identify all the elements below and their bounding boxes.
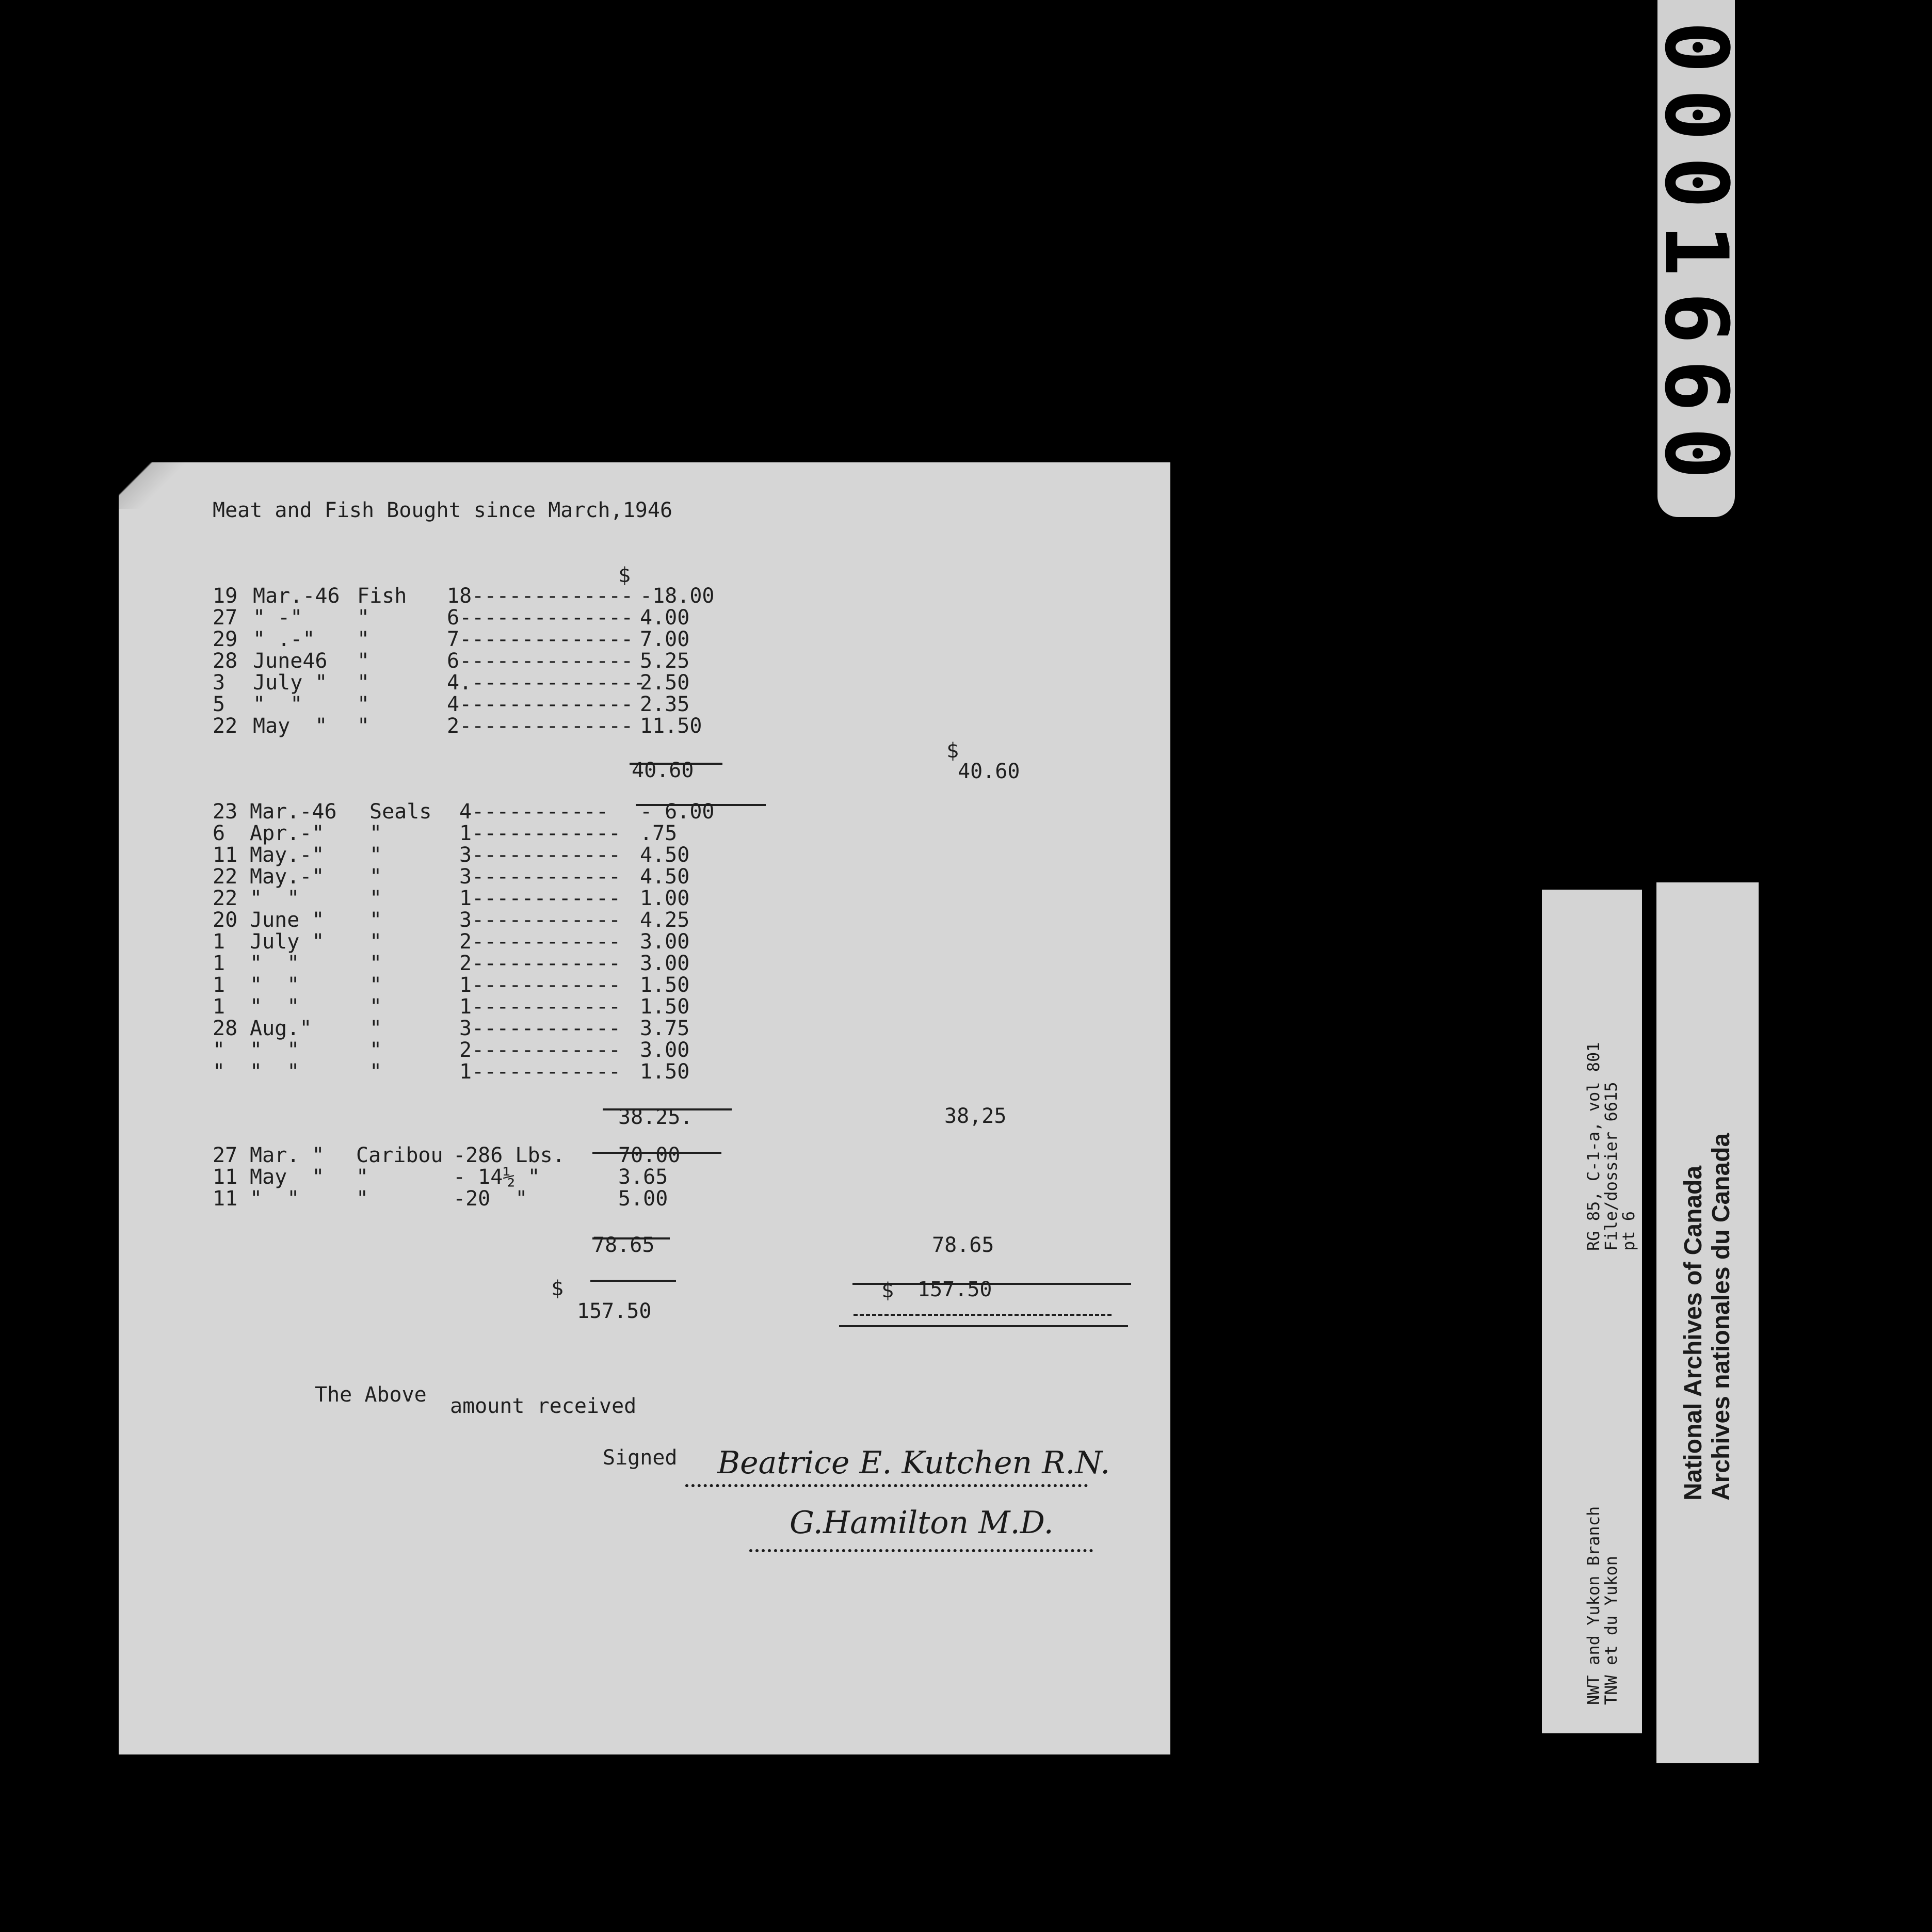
ledger-amount: 70.00 — [618, 1144, 681, 1167]
ledger-item: " — [369, 1017, 382, 1040]
ledger-month: July " — [250, 930, 325, 954]
branch-line-2: TNW et du Yukon — [1601, 1556, 1621, 1705]
ledger-date: 5 — [213, 693, 226, 716]
ledger-item: " — [369, 822, 382, 845]
ledger-amount: 1.50 — [640, 995, 690, 1019]
ledger-item: " — [357, 627, 370, 651]
ledger-item: " — [356, 1187, 369, 1211]
underline — [590, 1280, 676, 1282]
ledger-amount: 3.75 — [640, 1017, 690, 1040]
ledger-amount: 4.25 — [640, 908, 690, 932]
ledger-qty: 3------------ — [459, 865, 621, 889]
caribou-subtotal: 78.65 — [592, 1233, 655, 1257]
ledger-month: " " — [250, 952, 300, 975]
ledger-qty: 1------------ — [459, 995, 621, 1019]
ledger-qty: -286 Lbs. — [453, 1144, 565, 1167]
ledger-item: " — [357, 714, 370, 738]
ledger-date: 11 — [213, 1165, 238, 1189]
fish-carried-total: 40.60 — [958, 760, 1020, 783]
signature-doctor: G.Hamilton M.D. — [790, 1505, 1054, 1541]
document-title: Meat and Fish Bought since March,1946 — [213, 498, 673, 522]
ledger-amount: 1.00 — [640, 887, 690, 910]
ledger-item: " — [357, 606, 370, 630]
ledger-month: Mar. " — [250, 1144, 325, 1167]
signature-nurse: Beatrice E. Kutchen R.N. — [717, 1445, 1110, 1481]
ledger-month: " " — [250, 1187, 300, 1211]
dollar-sign: $ — [618, 564, 631, 587]
grand-total-left: 157.50 — [577, 1299, 652, 1323]
ledger-qty: 1------------ — [459, 822, 621, 845]
ledger-qty: 4----------- — [459, 800, 608, 824]
ledger-date: 11 — [213, 1187, 238, 1211]
archive-reference-label — [1542, 890, 1642, 1733]
ledger-date: 29 — [213, 627, 238, 651]
ledger-qty: 2------------ — [459, 930, 621, 954]
ledger-date: 22 — [213, 865, 238, 889]
ledger-date: 6 — [213, 822, 226, 845]
ledger-month: " " — [253, 693, 303, 716]
ledger-date: 19 — [213, 584, 238, 608]
ledger-month: Aug." — [250, 1017, 312, 1040]
ledger-qty: 6-------------- — [447, 649, 634, 673]
document-page — [119, 462, 1170, 1754]
double-rule — [839, 1325, 1128, 1327]
ledger-item: " — [369, 887, 382, 910]
receipt-text-a: The Above — [315, 1383, 427, 1407]
seals-subtotal: 38.25. — [618, 1105, 693, 1129]
ledger-qty: -20 " — [453, 1187, 528, 1211]
receipt-text-b: amount received — [450, 1394, 637, 1418]
ledger-amount: 11.50 — [640, 714, 702, 738]
seals-carried-total: 38,25 — [944, 1104, 1007, 1128]
ledger-qty: 1------------ — [459, 973, 621, 997]
ledger-month: May.-" — [250, 865, 325, 889]
ledger-item: " — [369, 908, 382, 932]
ledger-month: May.-" — [250, 843, 325, 867]
ledger-item: Fish — [357, 584, 407, 608]
ledger-date: 1 — [213, 995, 226, 1019]
ledger-month: May " — [250, 1165, 325, 1189]
ledger-month: May " — [253, 714, 328, 738]
dollar-sign: $ — [946, 739, 959, 763]
ledger-item: Seals — [369, 800, 432, 824]
ledger-date: 28 — [213, 1017, 238, 1040]
ledger-item: " — [357, 693, 370, 716]
reference-line-2: File/dossier 6615 — [1601, 1082, 1621, 1251]
ledger-month: Mar.-46 — [253, 584, 340, 608]
frame-number: 0001660 — [1646, 21, 1747, 495]
ledger-amount: 2.50 — [640, 671, 690, 695]
ledger-month: June " — [250, 908, 325, 932]
ledger-amount: 7.00 — [640, 627, 690, 651]
ledger-month: " .-" — [253, 627, 315, 651]
ledger-month: " " — [250, 973, 300, 997]
reference-line-3: pt 6 — [1619, 1211, 1638, 1251]
ledger-amount: 5.00 — [618, 1187, 668, 1211]
fish-subtotal: 40.60 — [632, 759, 694, 782]
ledger-date: 23 — [213, 800, 238, 824]
ledger-item: " — [369, 995, 382, 1019]
ledger-amount: 5.25 — [640, 649, 690, 673]
ledger-amount: 3.00 — [640, 952, 690, 975]
grand-total-right: 157.50 — [917, 1278, 992, 1301]
ledger-month: July " — [253, 671, 328, 695]
ledger-item: " — [357, 671, 370, 695]
ledger-amount: 3.00 — [640, 930, 690, 954]
ledger-qty: 4.-------------- — [447, 671, 646, 695]
ledger-item: " — [369, 843, 382, 867]
dashed-rule — [854, 1314, 1112, 1316]
ledger-month: " " — [250, 1038, 300, 1062]
ledger-month: Apr.-" — [250, 822, 325, 845]
ledger-month: " -" — [253, 606, 303, 630]
ledger-amount: -18.00 — [640, 584, 715, 608]
national-archives-label — [1656, 882, 1759, 1763]
ledger-date: " — [213, 1038, 226, 1062]
ledger-qty: 2-------------- — [447, 714, 634, 738]
ledger-date: 27 — [213, 606, 238, 630]
ledger-month: " " — [250, 1060, 300, 1084]
ledger-amount: - 6.00 — [640, 800, 715, 824]
ledger-item: " — [357, 649, 370, 673]
ledger-date: 1 — [213, 952, 226, 975]
folded-corner — [119, 462, 186, 509]
ledger-date: 11 — [213, 843, 238, 867]
ledger-item: " — [369, 930, 382, 954]
ledger-date: 1 — [213, 930, 226, 954]
branch-line-1: NWT and Yukon Branch — [1584, 1506, 1603, 1705]
ledger-qty: - 14½ " — [453, 1165, 540, 1189]
ledger-item: " — [356, 1165, 369, 1189]
ledger-amount: 4.50 — [640, 843, 690, 867]
ledger-item: " — [369, 952, 382, 975]
archive-name-en: National Archives of Canada — [1680, 1165, 1707, 1501]
reference-line-1: RG 85, C-1-a, vol 801 — [1584, 1042, 1603, 1251]
ledger-qty: 1------------ — [459, 1060, 621, 1084]
ledger-qty: 1------------ — [459, 887, 621, 910]
ledger-amount: 3.00 — [640, 1038, 690, 1062]
ledger-qty: 3------------ — [459, 1017, 621, 1040]
ledger-item: " — [369, 1060, 382, 1084]
ledger-date: 3 — [213, 671, 226, 695]
ledger-amount: 1.50 — [640, 1060, 690, 1084]
archive-name-fr: Archives nationales du Canada — [1708, 1133, 1735, 1501]
ledger-qty: 4-------------- — [447, 693, 634, 716]
ledger-qty: 2------------ — [459, 1038, 621, 1062]
ledger-qty: 6-------------- — [447, 606, 634, 630]
ledger-amount: .75 — [640, 822, 678, 845]
ledger-qty: 3------------ — [459, 843, 621, 867]
signature-line — [749, 1549, 1093, 1552]
signature-line — [685, 1484, 1088, 1487]
ledger-month: June46 — [253, 649, 328, 673]
ledger-date: 20 — [213, 908, 238, 932]
ledger-qty: 3------------ — [459, 908, 621, 932]
frame-number-strip — [1646, 0, 1747, 517]
ledger-date: 22 — [213, 714, 238, 738]
ledger-item: " — [369, 973, 382, 997]
ledger-month: " " — [250, 887, 300, 910]
ledger-qty: 18------------- — [447, 584, 634, 608]
ledger-date: 28 — [213, 649, 238, 673]
ledger-amount: 1.50 — [640, 973, 690, 997]
caribou-carried-total: 78.65 — [932, 1233, 994, 1257]
ledger-item: Caribou — [356, 1144, 443, 1167]
ledger-qty: 2------------ — [459, 952, 621, 975]
signed-label: Signed — [603, 1446, 678, 1470]
ledger-amount: 4.50 — [640, 865, 690, 889]
dollar-sign: $ — [551, 1277, 564, 1300]
ledger-month: Mar.-46 — [250, 800, 337, 824]
dollar-sign: $ — [881, 1279, 894, 1302]
ledger-date: 27 — [213, 1144, 238, 1167]
ledger-item: " — [369, 1038, 382, 1062]
ledger-amount: 4.00 — [640, 606, 690, 630]
ledger-qty: 7-------------- — [447, 627, 634, 651]
ledger-date: 22 — [213, 887, 238, 910]
ledger-item: " — [369, 865, 382, 889]
ledger-month: " " — [250, 995, 300, 1019]
ledger-date: " — [213, 1060, 226, 1084]
ledger-date: 1 — [213, 973, 226, 997]
ledger-amount: 3.65 — [618, 1165, 668, 1189]
ledger-amount: 2.35 — [640, 693, 690, 716]
